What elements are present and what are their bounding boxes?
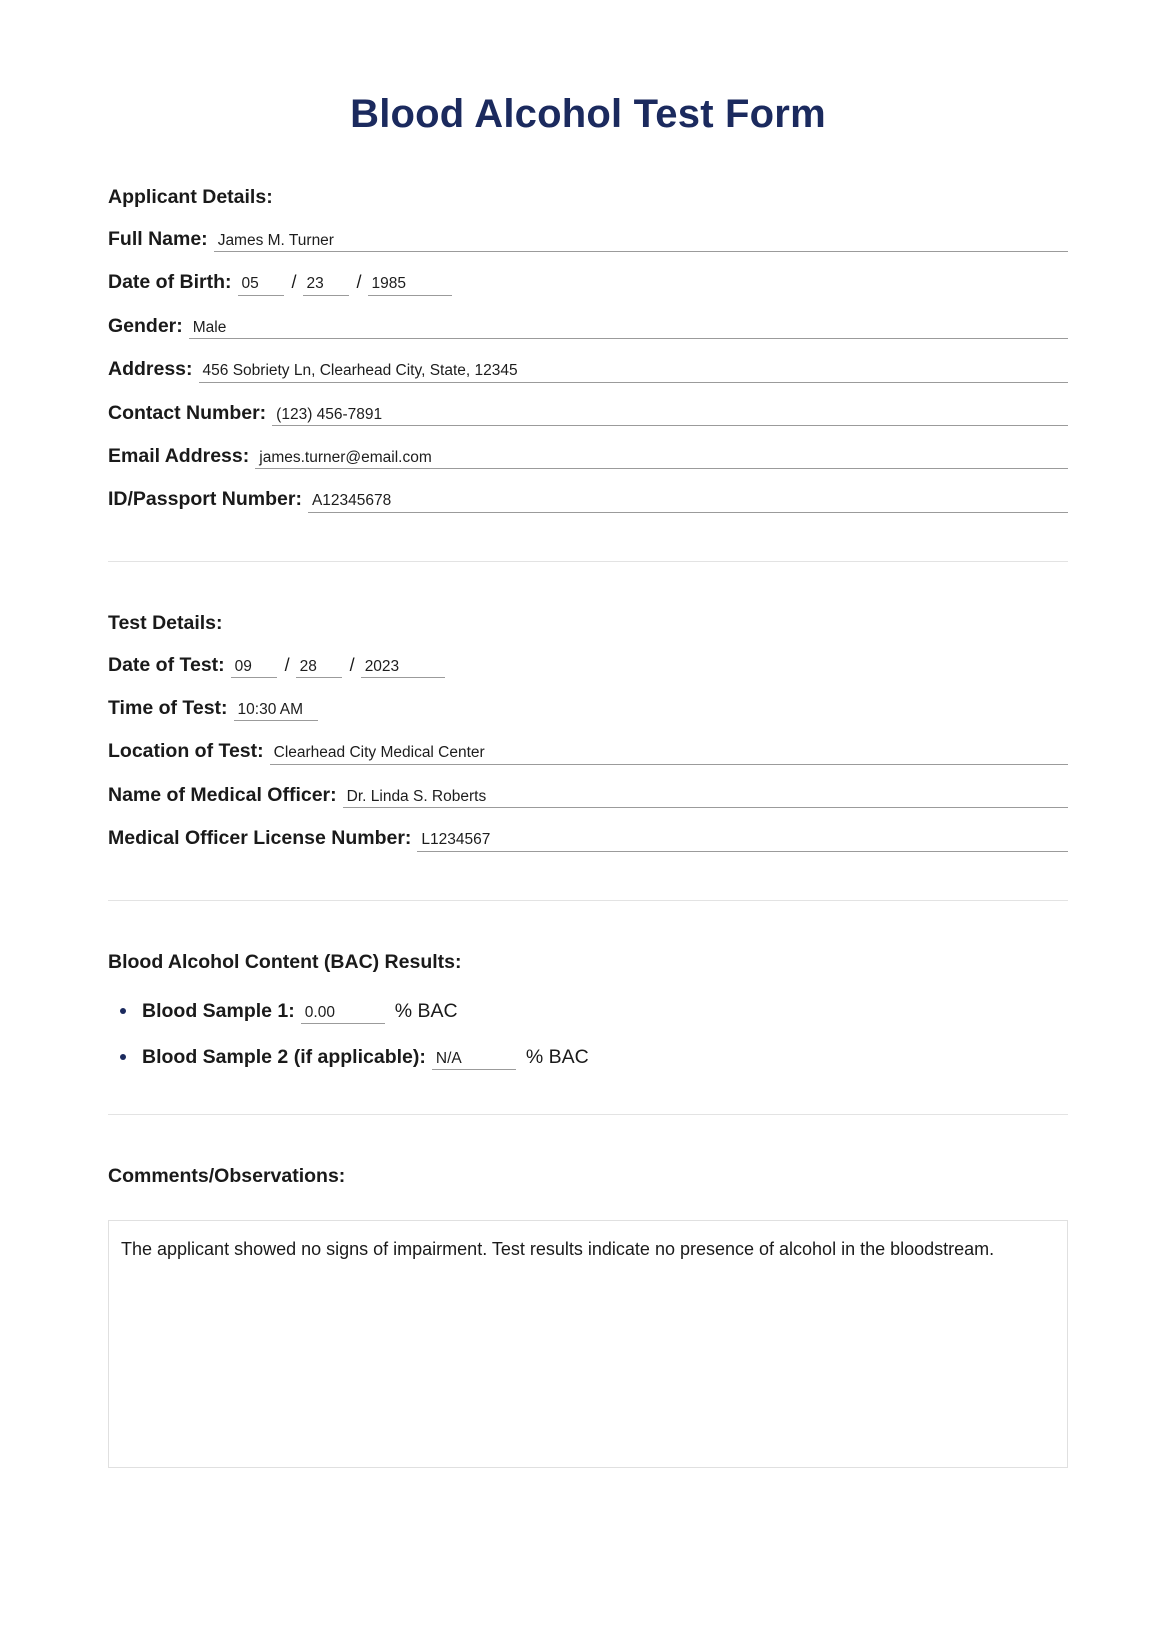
email-address-input[interactable]: james.turner@email.com [255, 448, 1068, 469]
date-of-birth-label: Date of Birth: [108, 271, 232, 294]
bac-sample-list [108, 1000, 1068, 1071]
medical-officer-license-input[interactable]: L1234567 [417, 830, 1068, 851]
field-full-name [108, 228, 1068, 252]
blood-sample-2-unit: % BAC [525, 1045, 589, 1068]
field-email-address [108, 445, 1068, 469]
blood-sample-1-unit: % BAC [394, 999, 458, 1022]
test-date-separator-2: / [349, 654, 355, 675]
bac-results-section [108, 901, 1068, 1071]
id-passport-number-input[interactable]: A12345678 [308, 491, 1068, 512]
medical-officer-name-input[interactable]: Dr. Linda S. Roberts [343, 787, 1068, 808]
blood-sample-2-input[interactable]: N/A [432, 1049, 516, 1070]
field-date-of-birth [108, 271, 1068, 295]
time-of-test-input[interactable]: 10:30 AM [234, 700, 318, 721]
dob-separator-1: / [291, 272, 297, 293]
dob-month-input[interactable]: 05 [238, 274, 284, 295]
dob-separator-2: / [356, 272, 362, 293]
test-date-separator-1: / [284, 654, 290, 675]
id-passport-number-label: ID/Passport Number: [108, 488, 302, 511]
contact-number-input[interactable]: (123) 456-7891 [272, 405, 1068, 426]
test-date-year-input[interactable]: 2023 [361, 657, 445, 678]
address-label: Address: [108, 358, 193, 381]
location-of-test-input[interactable]: Clearhead City Medical Center [270, 743, 1068, 764]
bac-results-heading: Blood Alcohol Content (BAC) Results: [108, 950, 462, 973]
field-location-of-test [108, 740, 1068, 764]
field-id-passport-number [108, 488, 1068, 512]
gender-input[interactable]: Male [189, 318, 1068, 339]
gender-label: Gender: [108, 314, 183, 337]
field-gender [108, 315, 1068, 339]
comments-section [108, 1115, 1068, 1468]
bullet-icon [120, 1054, 126, 1060]
time-of-test-label: Time of Test: [108, 697, 228, 719]
test-date-month-input[interactable]: 09 [231, 657, 277, 678]
field-time-of-test [108, 697, 1068, 721]
test-date-day-input[interactable]: 28 [296, 657, 342, 678]
field-medical-officer-name [108, 784, 1068, 808]
test-details-section [108, 562, 1068, 852]
blood-sample-1-label: Blood Sample 1: [142, 999, 295, 1022]
full-name-input[interactable]: James M. Turner [214, 231, 1068, 252]
field-date-of-test [108, 654, 1068, 678]
blood-sample-2-label: Blood Sample 2 (if applicable): [142, 1045, 426, 1068]
date-of-test-label: Date of Test: [108, 653, 225, 676]
location-of-test-label: Location of Test: [108, 740, 264, 763]
full-name-label: Full Name: [108, 228, 208, 250]
field-medical-officer-license [108, 827, 1068, 851]
address-input[interactable]: 456 Sobriety Ln, Clearhead City, State, 12345 [199, 361, 1068, 382]
blood-sample-1-input[interactable]: 0.00 [301, 1003, 385, 1024]
field-contact-number [108, 402, 1068, 426]
page-title: Blood Alcohol Test Form [350, 92, 826, 136]
field-address [108, 358, 1068, 382]
medical-officer-name-label: Name of Medical Officer: [108, 783, 337, 806]
bullet-icon [120, 1008, 126, 1014]
list-item [108, 1046, 1068, 1070]
dob-day-input[interactable]: 23 [303, 274, 349, 295]
applicant-details-heading: Applicant Details: [108, 186, 273, 208]
comments-heading: Comments/Observations: [108, 1165, 346, 1188]
test-details-heading: Test Details: [108, 611, 223, 634]
dob-year-input[interactable]: 1985 [368, 274, 452, 295]
email-address-label: Email Address: [108, 444, 250, 467]
contact-number-label: Contact Number: [108, 401, 267, 424]
comments-textarea[interactable]: The applicant showed no signs of impairment. Test results indicate no presence of alcohol in the bloodstream. [108, 1220, 1068, 1468]
list-item [108, 1000, 1068, 1024]
medical-officer-license-label: Medical Officer License Number: [108, 827, 412, 850]
